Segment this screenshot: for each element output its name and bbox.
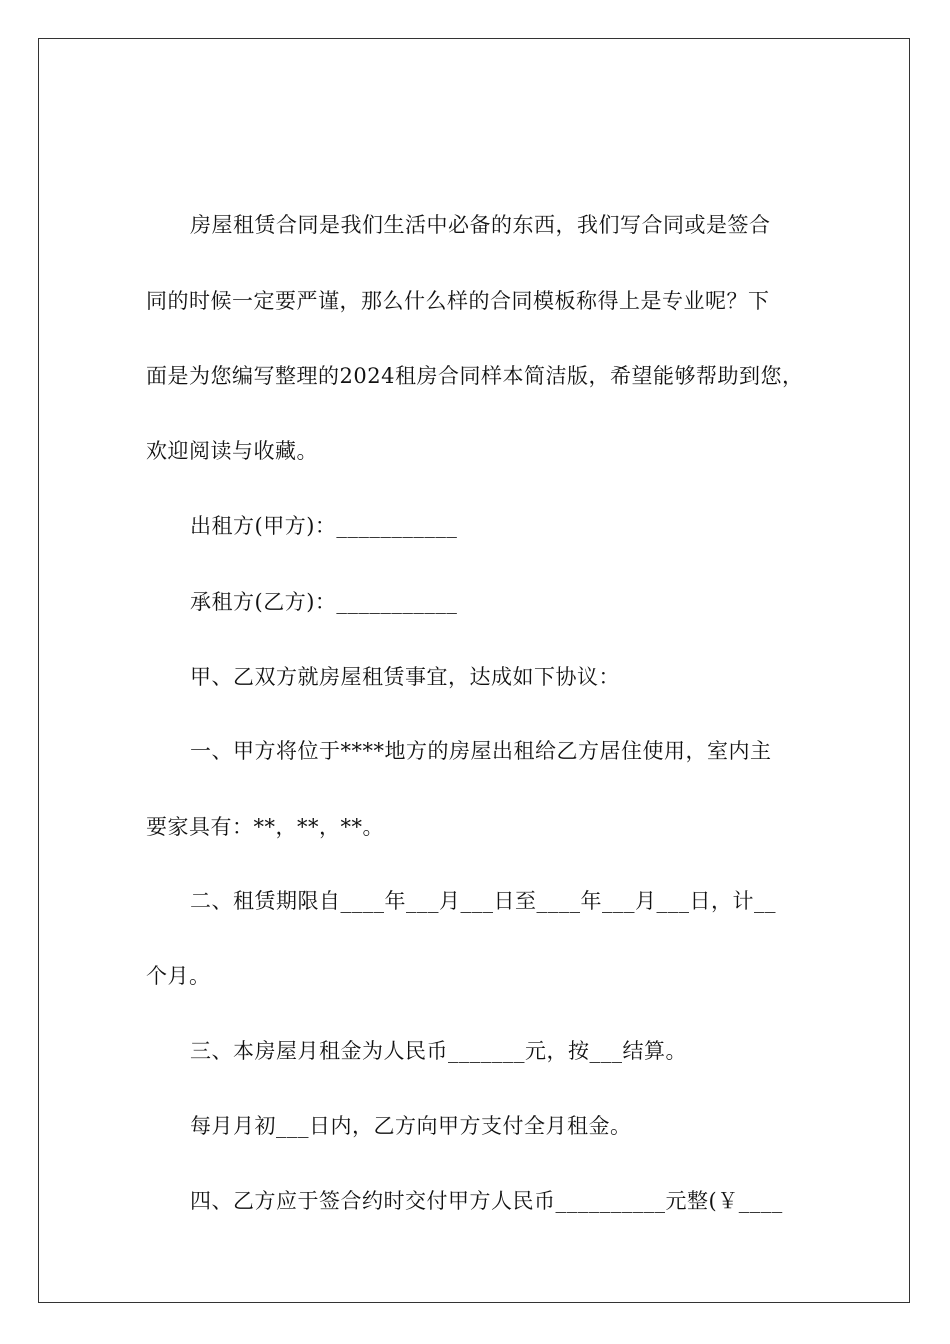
clause-2-line-2: 个月。 [146, 964, 211, 988]
lessor-field: 出租方(甲方)：___________ [190, 514, 458, 538]
clause-3-line-2: 每月月初___日内，乙方向甲方支付全月租金。 [190, 1114, 632, 1138]
clause-1-line-2: 要家具有：**，**，**。 [146, 815, 384, 839]
clause-3-line-1: 三、本房屋月租金为人民币_______元，按___结算。 [190, 1039, 687, 1063]
lessee-field: 承租方(乙方)：___________ [190, 590, 458, 614]
intro-paragraph-line-2: 同的时候一定要严谨，那么什么样的合同模板称得上是专业呢？下 [146, 289, 770, 313]
clause-2-line-1: 二、租赁期限自____年___月___日至____年___月___日，计__ [190, 889, 776, 913]
clause-1-line-1: 一、甲方将位于****地方的房屋出租给乙方居住使用，室内主 [190, 739, 772, 763]
intro-paragraph-line-1: 房屋租赁合同是我们生活中必备的东西，我们写合同或是签合 [190, 213, 771, 237]
clause-4-line-1: 四、乙方应于签合约时交付甲方人民币__________元整(￥____ [190, 1189, 783, 1213]
intro-paragraph-line-3: 面是为您编写整理的2024租房合同样本简洁版，希望能够帮助到您， [146, 364, 804, 388]
agreement-intro: 甲、乙双方就房屋租赁事宜，达成如下协议： [190, 665, 620, 689]
intro-paragraph-line-4: 欢迎阅读与收藏。 [146, 439, 318, 463]
